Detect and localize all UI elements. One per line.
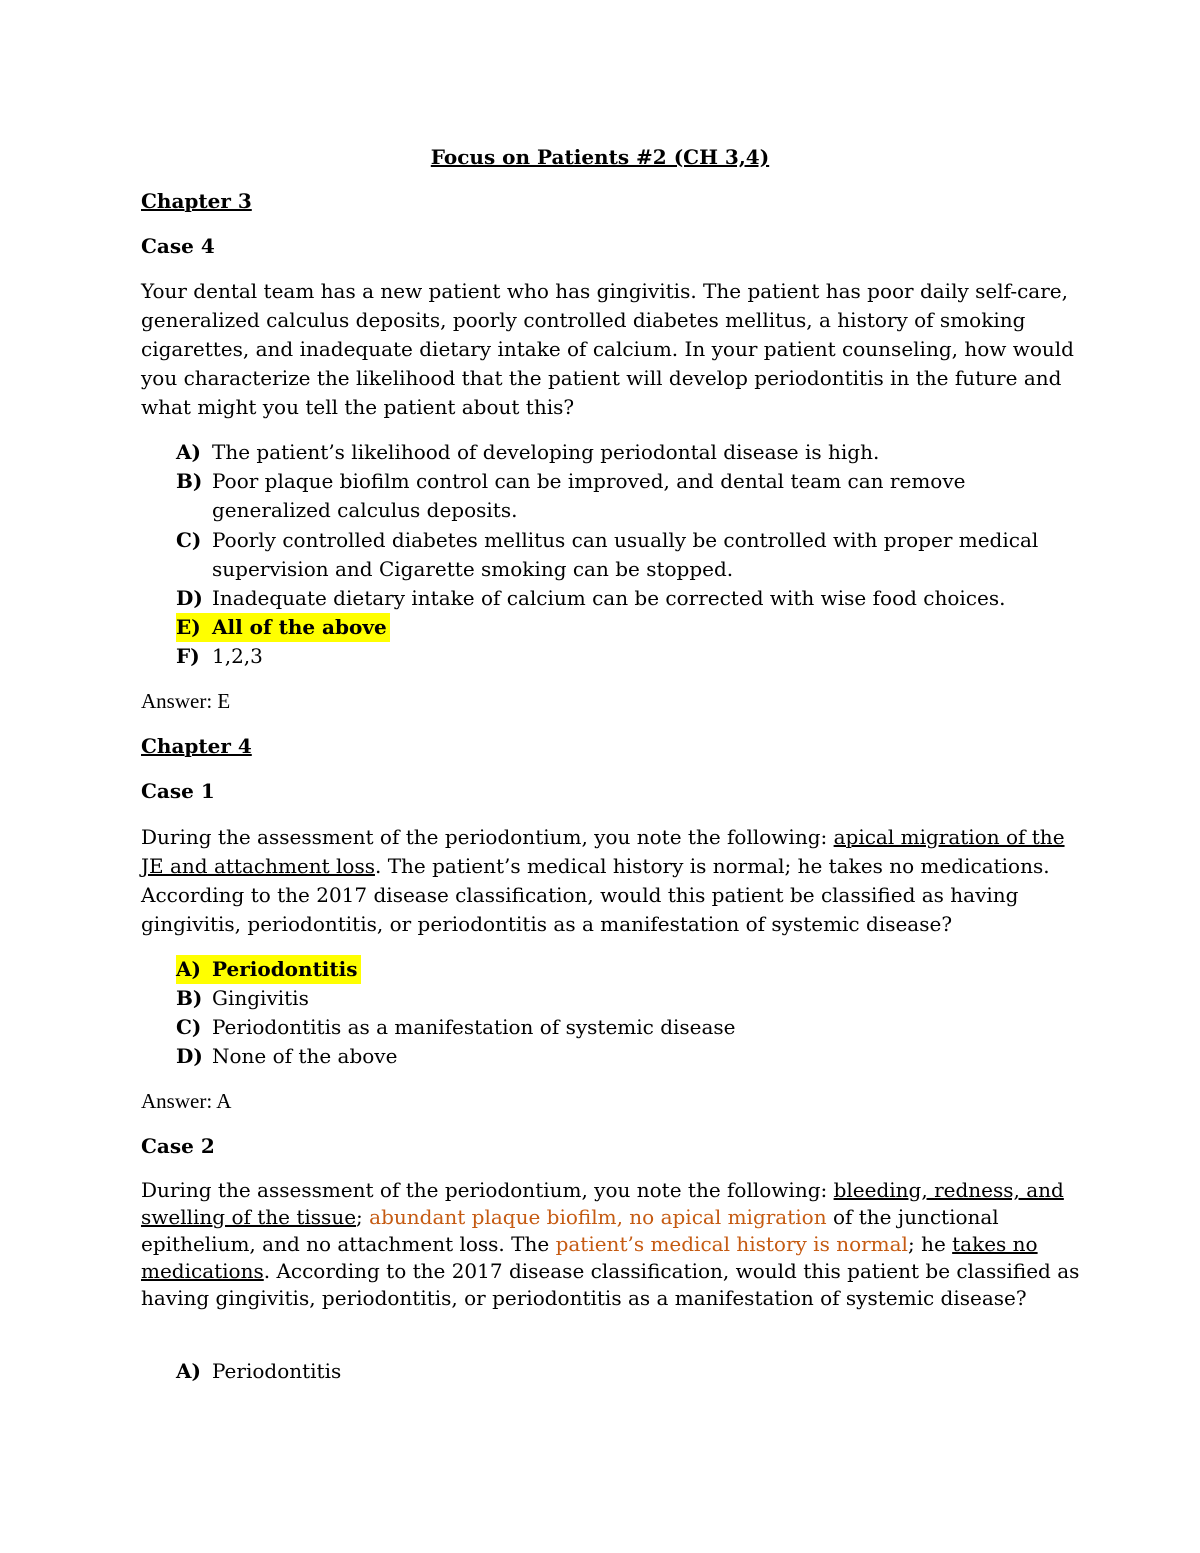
option-text: The patient’s likelihood of developing periodontal disease is high.	[212, 440, 880, 464]
chapter4-case1-question: During the assessment of the periodontium, you note the following: apical migration of the JE and attachment loss. The patient’s medical history is normal; he takes no medications. According to the 2017 disease classification, would this patient be classified as having gingivitis, periodontitis, or periodontitis as a manifestation of systemic disease?	[141, 825, 1065, 936]
case1-option-d: D) None of the above	[176, 1044, 398, 1068]
chapter4-case2-question: During the assessment of the periodontium, you note the following: bleeding, redness, and swelling of the tissue; abundant plaque biofilm, no apical migration of the junctional epithelium, and no attachment loss. The patient’s medical history is normal; he takes no medications. According to the 2017 disease classification, would this patient be classified as having gingivitis, periodontitis, or periodontitis as a manifestation of systemic disease?	[141, 1178, 1080, 1310]
underlined-finding: apical migration of the JE and attachment loss	[141, 825, 1065, 878]
option-text: Periodontitis as a manifestation of systemic disease	[212, 1015, 736, 1039]
option-text: Periodontitis	[212, 1359, 342, 1383]
option-text: Poor plaque biofilm control can be improved, and dental team can remove generalized calculus deposits.	[212, 469, 966, 522]
chapter3-option-d: D) Inadequate dietary intake of calcium can be corrected with wise food choices.	[176, 586, 1006, 610]
chapter3-option-a: A) The patient’s likelihood of developing periodontal disease is high.	[176, 440, 880, 464]
chapter4-case1-heading: Case 1	[141, 779, 215, 803]
option-text: Periodontitis	[212, 957, 358, 981]
chapter4-case2-heading: Case 2	[141, 1134, 215, 1158]
chapter3-option-e-highlighted: E) All of the above	[176, 613, 390, 642]
option-text: Inadequate dietary intake of calcium can be corrected with wise food choices.	[212, 586, 1006, 610]
case1-option-c: C) Periodontitis as a manifestation of systemic disease	[176, 1015, 736, 1039]
chapter3-answer: Answer: E	[141, 689, 231, 713]
option-text: Gingivitis	[212, 986, 309, 1010]
underlined-finding: bleeding, redness, and swelling of the tissue	[141, 1178, 1064, 1229]
option-text: None of the above	[212, 1044, 398, 1068]
chapter3-question: Your dental team has a new patient who has gingivitis. The patient has poor daily self-care, generalized calculus deposits, poorly controlled diabetes mellitus, a history of smoking cigarettes, and inadequate dietary intake of calcium. In your patient counseling, how would you characterize the likelihood that the patient will develop periodontitis in the future and what might you tell the patient about this?	[141, 279, 1074, 419]
case2-option-a: A) Periodontitis	[176, 1359, 342, 1383]
option-text: 1,2,3	[212, 644, 263, 668]
case1-answer: Answer: A	[141, 1089, 232, 1113]
chapter3-heading: Chapter 3	[141, 189, 252, 213]
page-title: Focus on Patients #2 (CH 3,4)	[430, 145, 770, 169]
chapter3-case-heading: Case 4	[141, 234, 215, 258]
chapter3-option-f: F) 1,2,3	[176, 644, 263, 668]
option-text: Poorly controlled diabetes mellitus can usually be controlled with proper medical supervision and Cigarette smoking can be stopped.	[212, 528, 1039, 581]
case1-option-a-highlighted: A) Periodontitis	[176, 955, 361, 984]
chapter4-heading: Chapter 4	[141, 734, 252, 758]
option-text: All of the above	[212, 615, 387, 639]
case1-option-b: B) Gingivitis	[176, 986, 309, 1010]
chapter3-option-b: B) Poor plaque biofilm control can be improved, and dental team can remove generalized calculus deposits.	[176, 467, 1046, 525]
orange-history: patient’s medical history is normal	[555, 1232, 908, 1256]
underlined-medications: takes no medications	[141, 1232, 1038, 1283]
orange-finding: abundant plaque biofilm, no apical migration	[369, 1205, 827, 1229]
chapter3-option-c: C) Poorly controlled diabetes mellitus can usually be controlled with proper medical supervision and Cigarette smoking can be stopped.	[176, 526, 1046, 584]
